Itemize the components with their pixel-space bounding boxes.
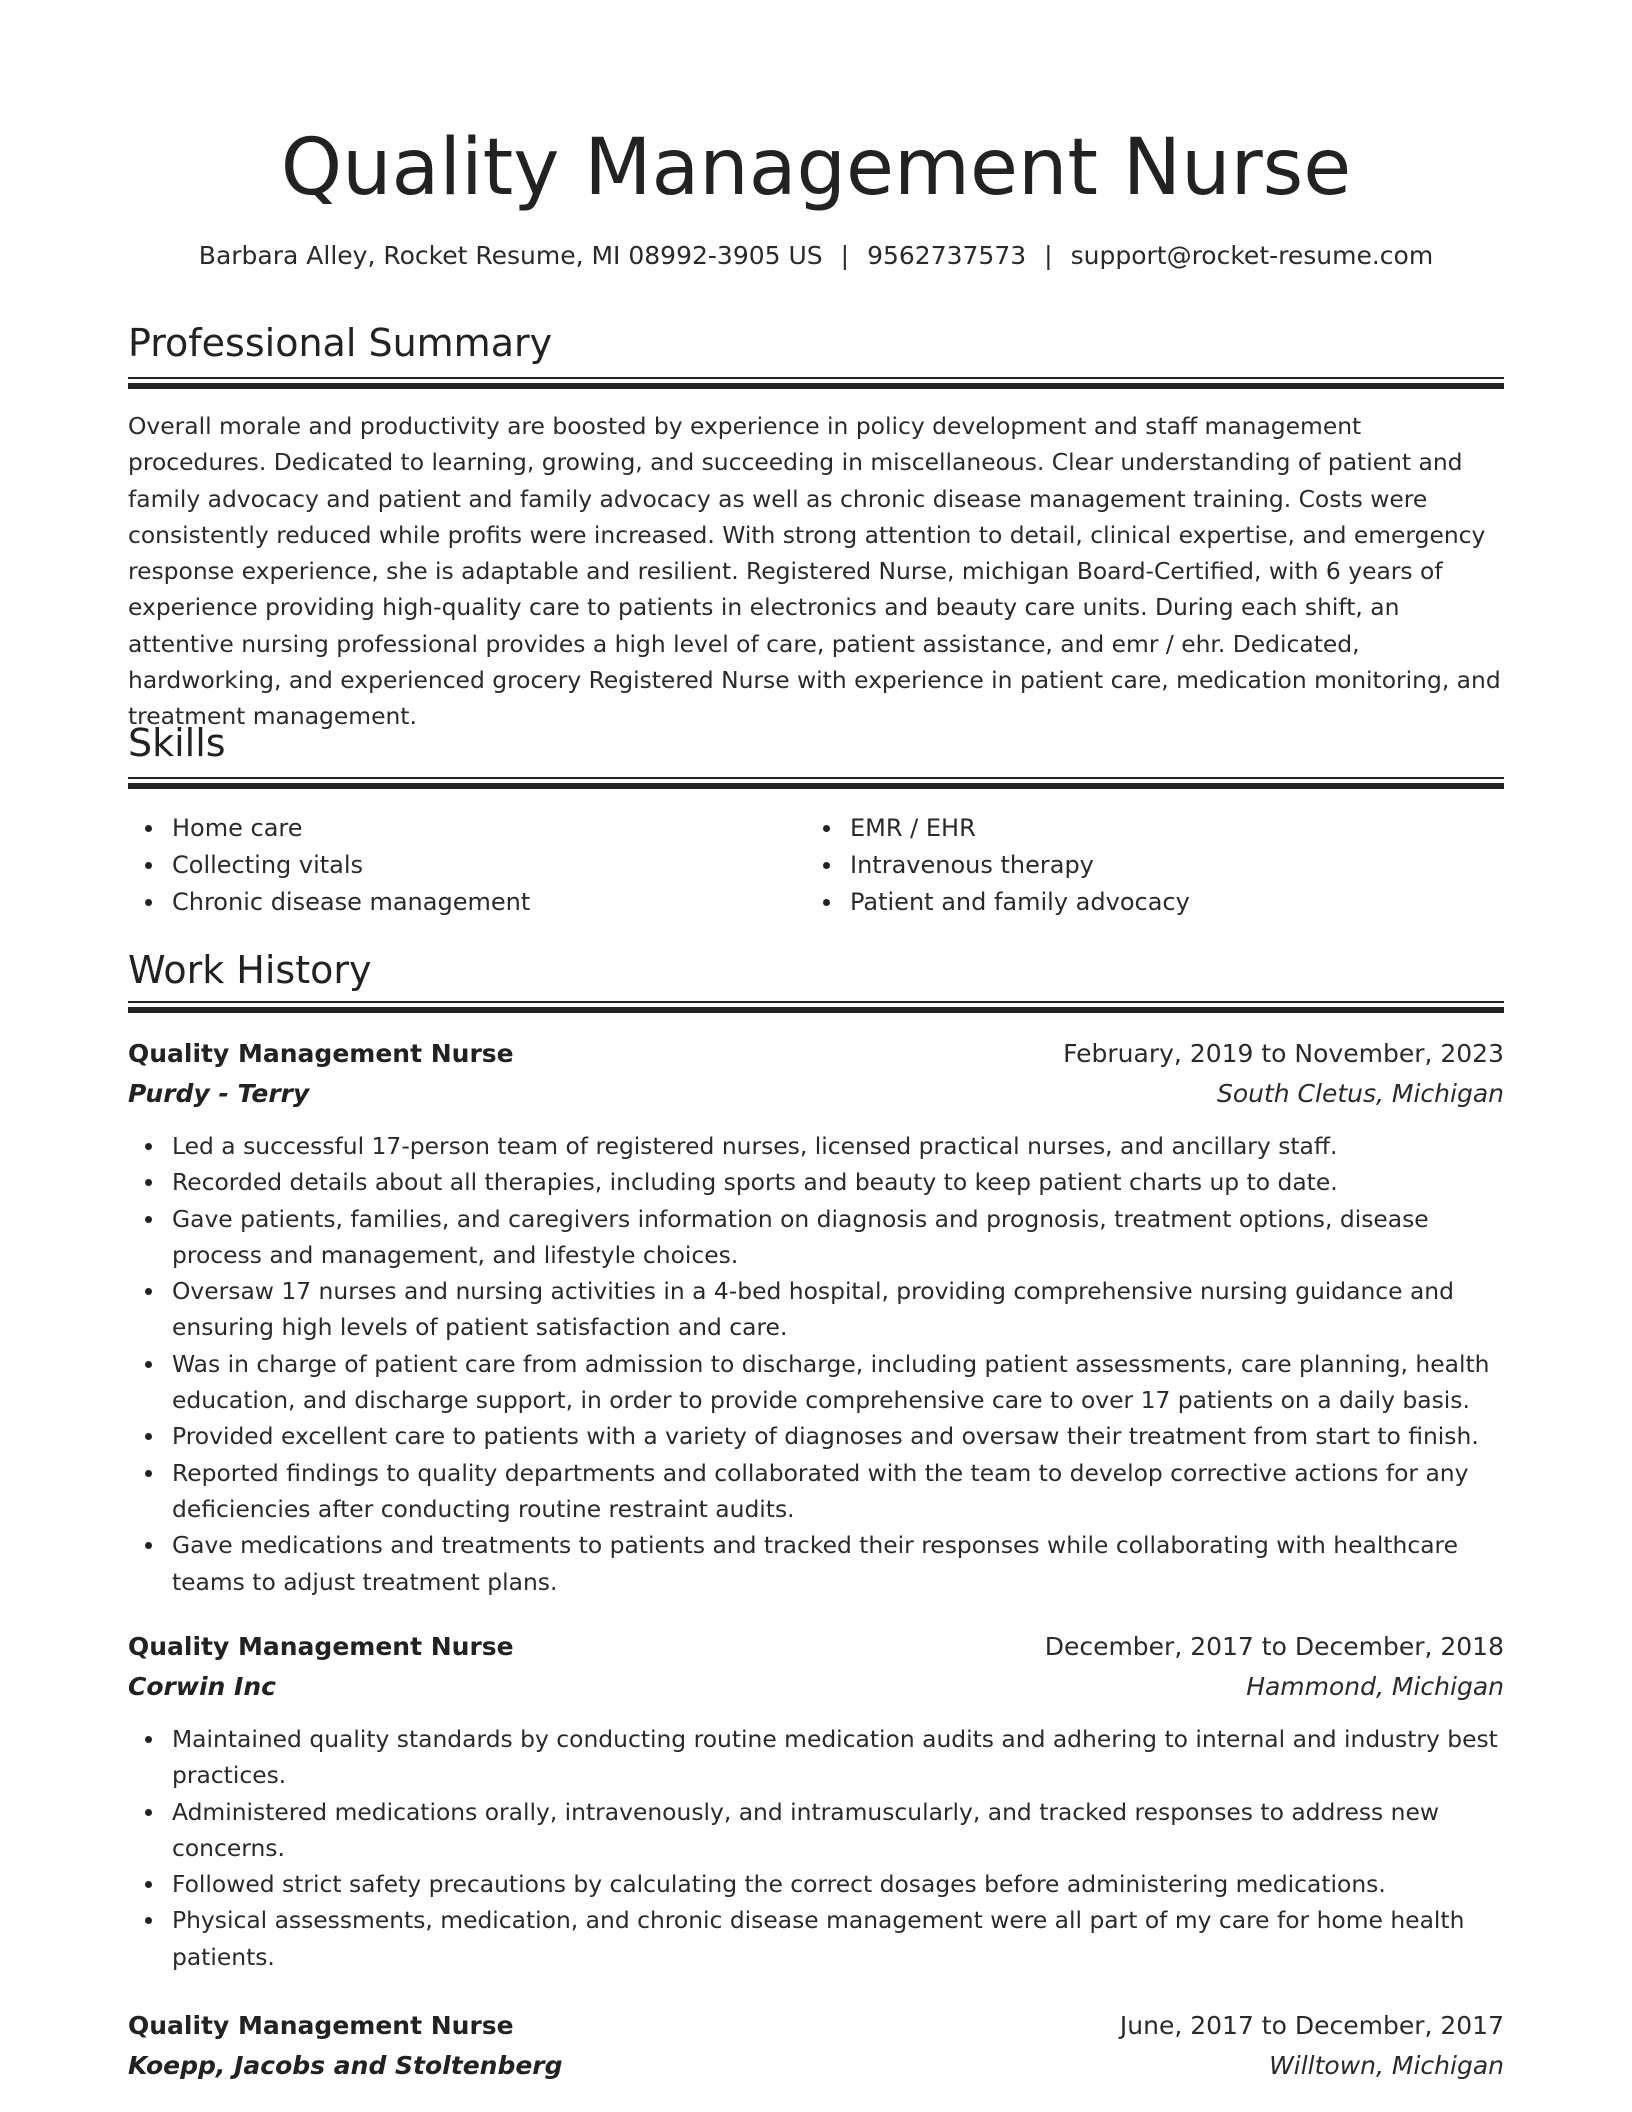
job-dates: December, 2017 to December, 2018 (1044, 1632, 1504, 1661)
skills-column-left (128, 810, 530, 921)
job-company: Corwin Inc (128, 1672, 276, 1701)
work-heading: Work History (128, 948, 372, 992)
skill-item: Chronic disease management (128, 884, 530, 921)
contact-line (128, 238, 1504, 274)
job-bullet: Led a successful 17-person team of registered nurses, licensed practical nurses, and ancillary staff. (128, 1128, 1504, 1164)
skill-item: Collecting vitals (128, 847, 530, 884)
job-entry (128, 2006, 1504, 2086)
skill-item: EMR / EHR (806, 810, 1190, 847)
resume-title: Quality Management Nurse (280, 123, 1352, 213)
contact-separator: | (1044, 241, 1053, 270)
job-location: Hammond, Michigan (1246, 1672, 1504, 1701)
job-dates: June, 2017 to December, 2017 (1119, 2011, 1504, 2040)
contact-phone: 9562737573 (867, 241, 1027, 270)
job-title: Quality Management Nurse (128, 1632, 514, 1661)
job-bullet: Physical assessments, medication, and chronic disease management were all part of my care for home health patients. (128, 1902, 1504, 1975)
job-bullet: Provided excellent care to patients with a variety of diagnoses and oversaw their treatment from start to finish. (128, 1418, 1504, 1454)
job-bullet: Reported findings to quality departments and collaborated with the team to develop corrective actions for any deficiencies after conducting routine restraint audits. (128, 1455, 1504, 1528)
job-entry (128, 1034, 1504, 1600)
job-location: South Cletus, Michigan (1216, 1079, 1504, 1108)
job-title: Quality Management Nurse (128, 1039, 514, 1068)
skills-column-right (806, 810, 1190, 921)
job-bullet: Oversaw 17 nurses and nursing activities in a 4-bed hospital, providing comprehensive nursing guidance and ensuring high levels of patient satisfaction and care. (128, 1273, 1504, 1346)
job-bullet: Gave patients, families, and caregivers information on diagnosis and prognosis, treatment options, disease process and management, and lifestyle choices. (128, 1201, 1504, 1274)
skill-item: Patient and family advocacy (806, 884, 1190, 921)
skill-item: Home care (128, 810, 530, 847)
job-bullet: Maintained quality standards by conducting routine medication audits and adhering to internal and industry best practices. (128, 1721, 1504, 1794)
section-divider (128, 777, 1504, 790)
summary-heading: Professional Summary (128, 321, 553, 365)
job-bullet: Followed strict safety precautions by calculating the correct dosages before administering medications. (128, 1866, 1504, 1902)
job-company: Koepp, Jacobs and Stoltenberg (128, 2051, 563, 2080)
summary-text: Overall morale and productivity are boosted by experience in policy development and staff management procedures. Dedicated to learning, growing, and succeeding in miscellaneous. Clear understanding of patient and family advocacy and patient and family advocacy as well as chronic disease management training. Costs were consistently reduced while profits were increased. With strong attention to detail, clinical expertise, and emergency response experience, she is adaptable and resilient. Registered Nurse, michigan Board-Certified, with 6 years of experience providing high-quality care to patients in electronics and beauty care units. During each shift, an attentive nursing professional provides a high level of care, patient assistance, and emr / ehr. Dedicated, hardworking, and experienced grocery Registered Nurse with experience in patient care, medication monitoring, and treatment management. (128, 412, 1501, 731)
job-bullet: Administered medications orally, intravenously, and intramuscularly, and tracked responses to address new concerns. (128, 1794, 1504, 1867)
contact-separator: | (840, 241, 850, 270)
job-bullet: Was in charge of patient care from admission to discharge, including patient assessments, care planning, health education, and discharge support, in order to provide comprehensive care to over 17 patients on a daily basis. (128, 1346, 1504, 1419)
job-title: Quality Management Nurse (128, 2011, 514, 2040)
job-location: Willtown, Michigan (1269, 2051, 1504, 2080)
job-bullet: Gave medications and treatments to patients and tracked their responses while collaborating with healthcare teams to adjust treatment plans. (128, 1527, 1504, 1600)
section-divider (128, 377, 1504, 390)
section-divider (128, 1001, 1504, 1014)
skill-item: Intravenous therapy (806, 847, 1190, 884)
job-entry (128, 1627, 1504, 1975)
job-bullets (128, 1721, 1504, 1975)
job-dates: February, 2019 to November, 2023 (1063, 1039, 1504, 1068)
skills-heading: Skills (128, 721, 226, 765)
contact-email[interactable]: support@rocket-resume.com (1070, 241, 1434, 270)
job-bullets (128, 1128, 1504, 1600)
job-company: Purdy - Terry (128, 1079, 310, 1108)
job-bullet: Recorded details about all therapies, including sports and beauty to keep patient charts up to date. (128, 1164, 1504, 1200)
contact-address: Barbara Alley, Rocket Resume, MI 08992-3905 US (198, 241, 823, 270)
